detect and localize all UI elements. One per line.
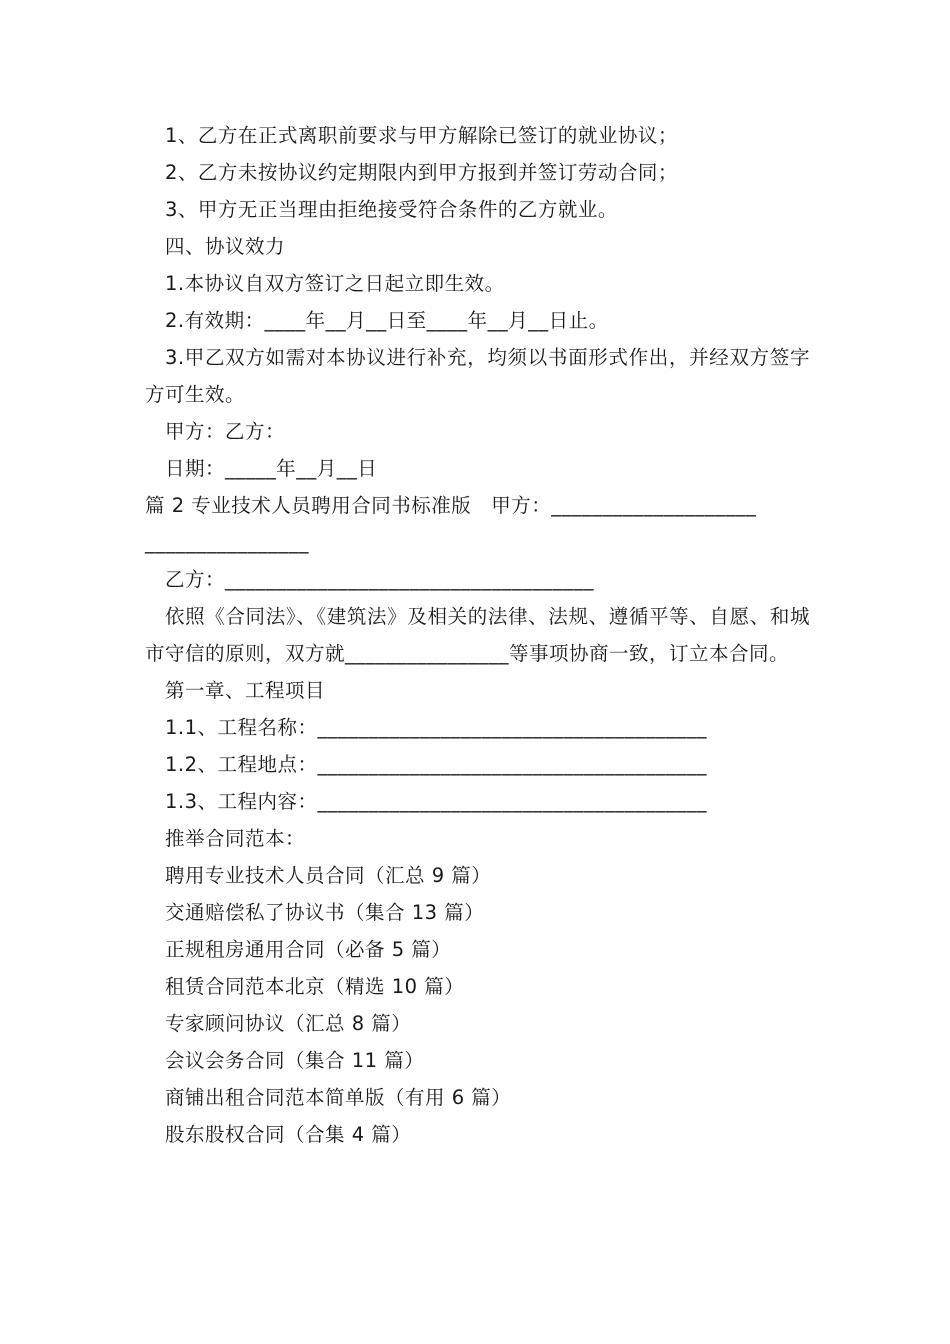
article-2-header: 篇 2 专业技术人员聘用合同书标准版 甲方：____________________ xyxy=(145,494,757,517)
project-field: 1.3、工程内容：______________________________________ xyxy=(165,790,708,813)
clause-line: 1、乙方在正式离职前要求与甲方解除已签订的就业协议； xyxy=(165,124,678,147)
recommend-item: 会议会务合同（集合 11 篇） xyxy=(165,1049,425,1072)
section-heading: 四、协议效力 xyxy=(165,235,286,258)
recommend-title: 推举合同范本： xyxy=(165,827,306,850)
project-field: 1.1、工程名称：______________________________________ xyxy=(165,716,708,739)
project-field: 1.2、工程地点：______________________________________ xyxy=(165,753,708,776)
clause-line: 1.本协议自双方签订之日起立即生效。 xyxy=(165,272,505,295)
intro-paragraph: 依照《合同法》、《建筑法》及相关的法律、法规、遵循平等、自愿、和城市守信的原则，双方就________________等事项协商一致，订立本合同。 xyxy=(145,605,810,665)
recommend-item: 聘用专业技术人员合同（汇总 9 篇） xyxy=(165,864,492,887)
recommend-item: 租赁合同范本北京（精选 10 篇） xyxy=(165,975,465,998)
party-signature-line: 甲方：乙方： xyxy=(165,420,286,443)
article-2-header-continuation: ________________ xyxy=(145,531,309,554)
recommend-item: 正规租房通用合同（必备 5 篇） xyxy=(165,938,452,961)
chapter-heading: 第一章、工程项目 xyxy=(165,679,326,702)
date-line: 日期：_____年__月__日 xyxy=(165,457,378,480)
clause-line: 2、乙方未按协议约定期限内到甲方报到并签订劳动合同； xyxy=(165,161,678,184)
validity-line: 2.有效期：____年__月__日至____年__月__日止。 xyxy=(165,309,609,332)
recommend-item: 股东股权合同（合集 4 篇） xyxy=(165,1123,412,1146)
recommend-item: 交通赔偿私了协议书（集合 13 篇） xyxy=(165,901,485,924)
document-body xyxy=(145,117,810,1153)
supplement-paragraph: 3.甲乙双方如需对本协议进行补充，均须以书面形式作出，并经双方签字方可生效。 xyxy=(145,346,810,406)
clause-line: 3、甲方无正当理由拒绝接受符合条件的乙方就业。 xyxy=(165,198,618,221)
recommend-item: 商铺出租合同范本简单版（有用 6 篇） xyxy=(165,1086,512,1109)
party-b-line: 乙方：____________________________________ xyxy=(165,568,595,591)
recommend-item: 专家顾问协议（汇总 8 篇） xyxy=(165,1012,412,1035)
